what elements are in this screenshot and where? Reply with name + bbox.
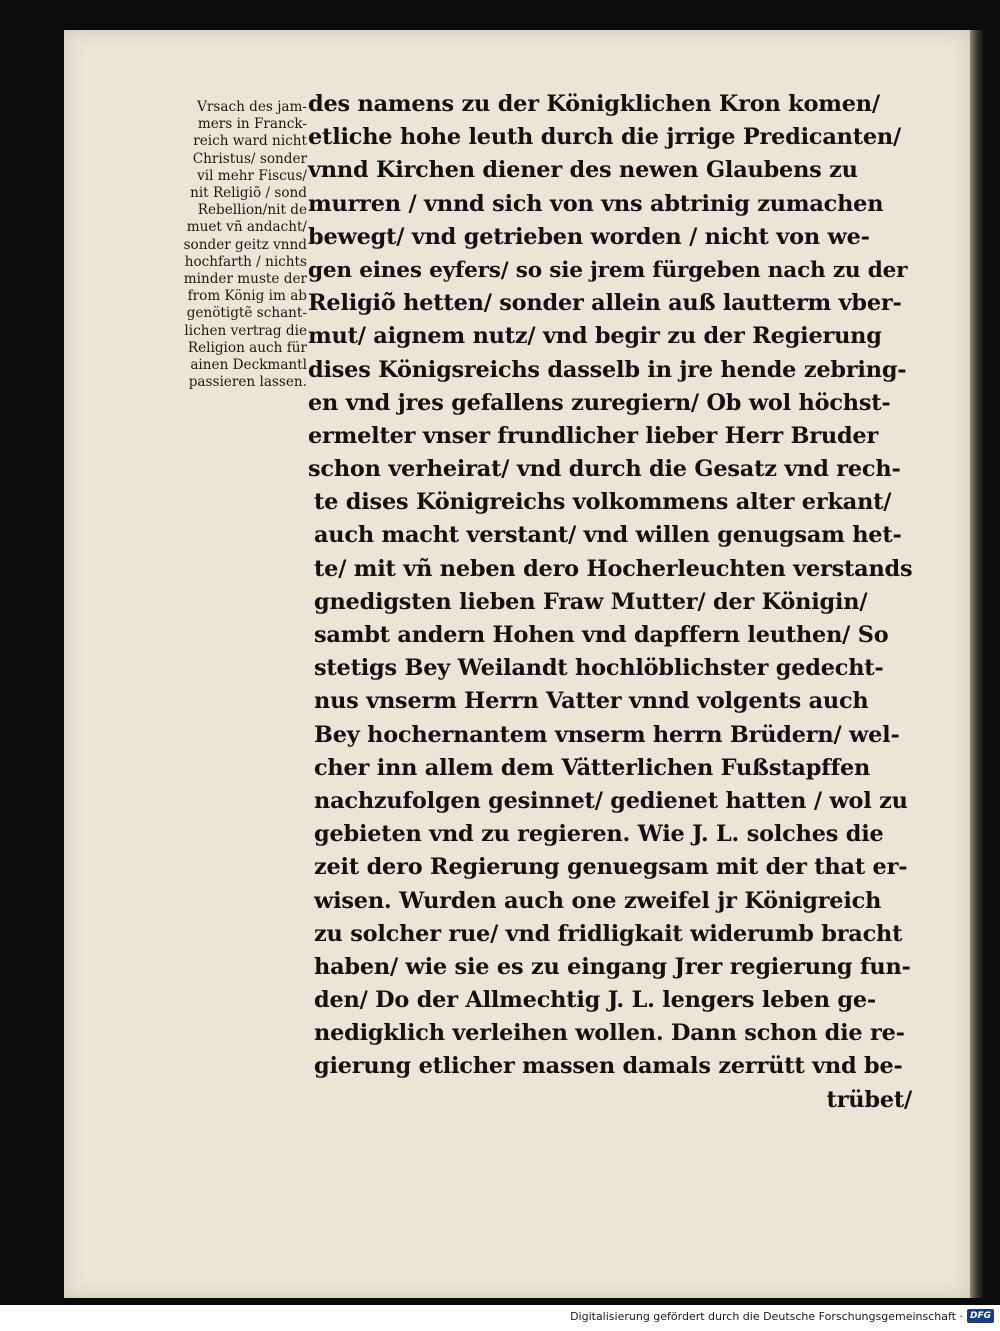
text-line: cher inn allem dem Vätterlichen Fußstapffen: [314, 754, 871, 781]
footer-credit: Digitalisierung gefördert durch die Deutsche Forschungsgemeinschaft ·: [570, 1309, 963, 1323]
text-line: wisen. Wurden auch one zweifel jr Königreich: [314, 887, 882, 914]
text-line: gnedigsten lieben Fraw Mutter/ der Königin/: [314, 588, 868, 615]
marginal-note-line: muet vñ andacht/: [186, 219, 307, 236]
text-line: zu solcher rue/ vnd fridligkait widerumb bracht: [314, 920, 903, 947]
text-line: des namens zu der Königklichen Kron komen/: [308, 91, 880, 117]
text-line: te/ mit vñ neben dero Hocherleuchten verstands: [314, 555, 913, 582]
text-line: trübet/: [826, 1086, 912, 1113]
page-edge: [970, 30, 984, 1298]
text-line: vnnd Kirchen diener des newen Glaubens zu: [308, 157, 858, 184]
marginal-note-line: Vrsach des jam-: [197, 99, 307, 115]
text-line: gierung etlicher massen damals zerrütt vnd be-: [314, 1053, 903, 1080]
marginal-note-line: hochfarth / nichts: [184, 253, 307, 270]
text-line: auch macht verstant/ vnd willen genugsam het-: [314, 522, 902, 549]
marginal-note-line: from König im ab: [187, 288, 307, 305]
text-line: te dises Königreichs volkommens alter erkant/: [314, 489, 892, 516]
marginal-note-line: minder muste der: [183, 271, 307, 288]
text-line: nus vnserm Herrn Vatter vnnd volgents auch: [314, 688, 869, 715]
marginal-note-line: lichen vertrag die: [184, 322, 307, 339]
marginal-note-line: reich ward nicht: [193, 133, 307, 150]
marginal-note-line: genötigtẽ schant-: [186, 305, 307, 322]
text-line: nedigklich verleihen wollen. Dann schon die re-: [314, 1020, 905, 1047]
text-line: Bey hochernantem vnserm herrn Brüdern/ wel-: [314, 721, 900, 748]
text-line: mut/ aignem nutz/ vnd begir zu der Regierung: [308, 323, 882, 350]
text-line: haben/ wie sie es zu eingang Jrer regierung fun-: [314, 953, 911, 980]
marginal-note-line: Christus/ sonder: [192, 150, 307, 167]
marginal-note-line: vil mehr Fiscus/: [197, 167, 307, 184]
footer: [570, 1307, 994, 1325]
marginal-note-line: passieren lassen.: [188, 374, 307, 391]
marginal-note-line: Religion auch für: [187, 339, 307, 356]
text-line: nachzufolgen gesinnet/ gedienet hatten / wol zu: [314, 787, 908, 814]
text-line: gebieten vnd zu regieren. Wie J. L. solches die: [314, 821, 884, 848]
marginal-note-line: sonder geitz vnnd: [183, 236, 307, 253]
text-line: murren / vnnd sich von vns abtrinig zumachen: [308, 190, 884, 217]
dfg-logo-icon: DFG: [967, 1309, 994, 1323]
marginal-note-line: nit Religiõ / sond: [190, 185, 307, 202]
text-line: gen eines eyfers/ so sie jrem fürgeben nach zu der: [308, 257, 908, 283]
marginal-note-line: ainen Deckmantl: [190, 357, 307, 374]
text-line: Religiõ hetten/ sonder allein auß lautterm vber-: [308, 290, 902, 317]
text-line: ermelter vnser frundlicher lieber Herr Bruder: [308, 422, 879, 449]
text-line: en vnd jres gefallens zuregiern/ Ob wol höchst-: [308, 389, 891, 416]
text-line: etliche hohe leuth durch die jrrige Predicanten/: [308, 124, 901, 151]
text-line: zeit dero Regierung genuegsam mit der that er-: [314, 854, 908, 881]
marginal-note-line: mers in Franck-: [197, 116, 307, 133]
text-line: dises Königsreichs dasselb in jre hende zebring-: [308, 356, 907, 383]
text-line: schon verheirat/ vnd durch die Gesatz vnd rech-: [308, 456, 901, 483]
text-line: stetigs Bey Weilandt hochlöblichster gedecht-: [314, 655, 884, 682]
text-line: bewegt/ vnd getrieben worden / nicht von we-: [308, 223, 870, 250]
main-text: [246, 88, 912, 1117]
marginal-note-line: Rebellion/nit de: [197, 202, 307, 219]
text-line: den/ Do der Allmechtig J. L. lengers leben ge-: [314, 987, 876, 1014]
text-line: sambt andern Hohen vnd dapffern leuthen/ So: [314, 622, 889, 648]
